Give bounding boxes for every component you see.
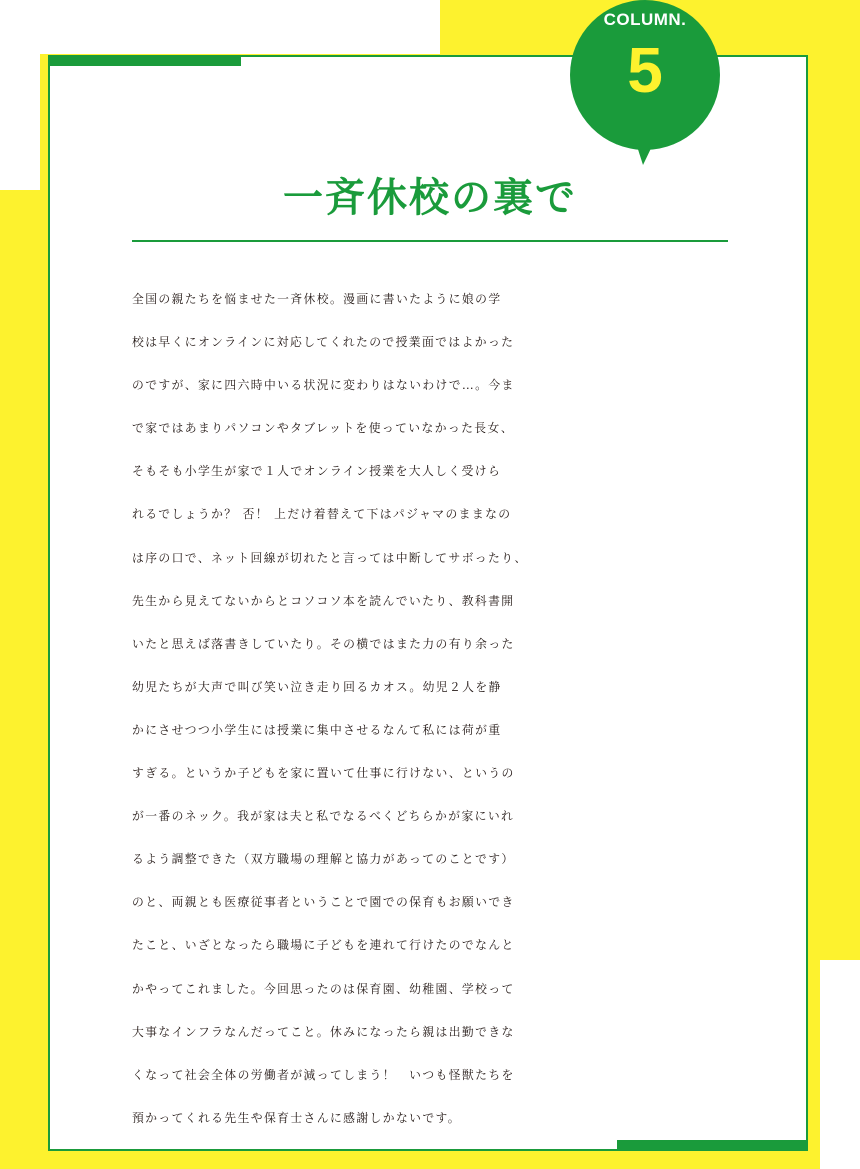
body-line: そもそも小学生が家で１人でオンライン授業を大人しく受けら <box>132 464 502 479</box>
badge-label: COLUMN. <box>603 10 687 29</box>
body-line: のですが、家に四六時中いる状況に変わりはないわけで…。今ま <box>132 378 515 393</box>
body-line: 幼児たちが大声で叫び笑い泣き走り回るカオス。幼児２人を静 <box>132 679 502 694</box>
page-title: 一斉休校の裏で <box>283 175 577 221</box>
column-badge <box>565 0 725 160</box>
plus-pattern-left <box>0 0 40 190</box>
body-line: 預かってくれる先生や保育士さんに感謝しかないです。 <box>132 1110 461 1125</box>
title-divider <box>132 240 728 242</box>
accent-bar-bottom <box>617 1140 808 1151</box>
body-line: かやってこれました。今回思ったのは保育園、幼稚園、学校って <box>132 981 515 996</box>
plus-pattern-bottom-right <box>820 960 860 1169</box>
body-line: 全国の親たちを悩ませた一斉休校。漫画に書いたように娘の学 <box>132 292 502 306</box>
body-line: 先生から見えてないからとコソコソ本を読んでいたり、教科書開 <box>132 593 515 608</box>
body-line: かにさせつつ小学生には授業に集中させるなんて私には荷が重 <box>132 722 502 737</box>
body-line: のと、両親とも医療従事者ということで園での保育もお願いでき <box>132 895 515 910</box>
body-line: すぎる。というか子どもを家に置いて仕事に行けない、というの <box>132 766 515 781</box>
body-line: くなって社会全体の労働者が減ってしまう！ いつも怪獣たちを <box>132 1067 515 1082</box>
body-line: は序の口で、ネット回線が切れたと言っては中断してサボったり、 <box>132 550 528 565</box>
accent-bar-top <box>48 55 241 66</box>
body-line: 校は早くにオンラインに対応してくれたので授業面ではよかった <box>132 335 515 350</box>
body-line: たこと、いざとなったら職場に子どもを連れて行けたのでなんと <box>132 938 515 953</box>
column-body <box>132 278 732 1140</box>
body-line: いたと思えば落書きしていたり。その横ではまた力の有り余った <box>132 636 515 651</box>
plus-pattern-top <box>0 0 440 54</box>
body-line: で家ではあまりパソコンやタブレットを使っていなかった長女、 <box>132 421 514 436</box>
body-line: れるでしょうか？ 否！ 上だけ着替えて下はパジャマのままなの <box>132 507 512 522</box>
body-line: 大事なインフラなんだってこと。休みになったら親は出勤できな <box>132 1024 515 1039</box>
body-line: るよう調整できた（双方職場の理解と協力があってのことです） <box>132 852 515 867</box>
badge-number: 5 <box>627 34 663 106</box>
body-line: が一番のネック。我が家は夫と私でなるべくどちらかが家にいれ <box>132 809 515 824</box>
